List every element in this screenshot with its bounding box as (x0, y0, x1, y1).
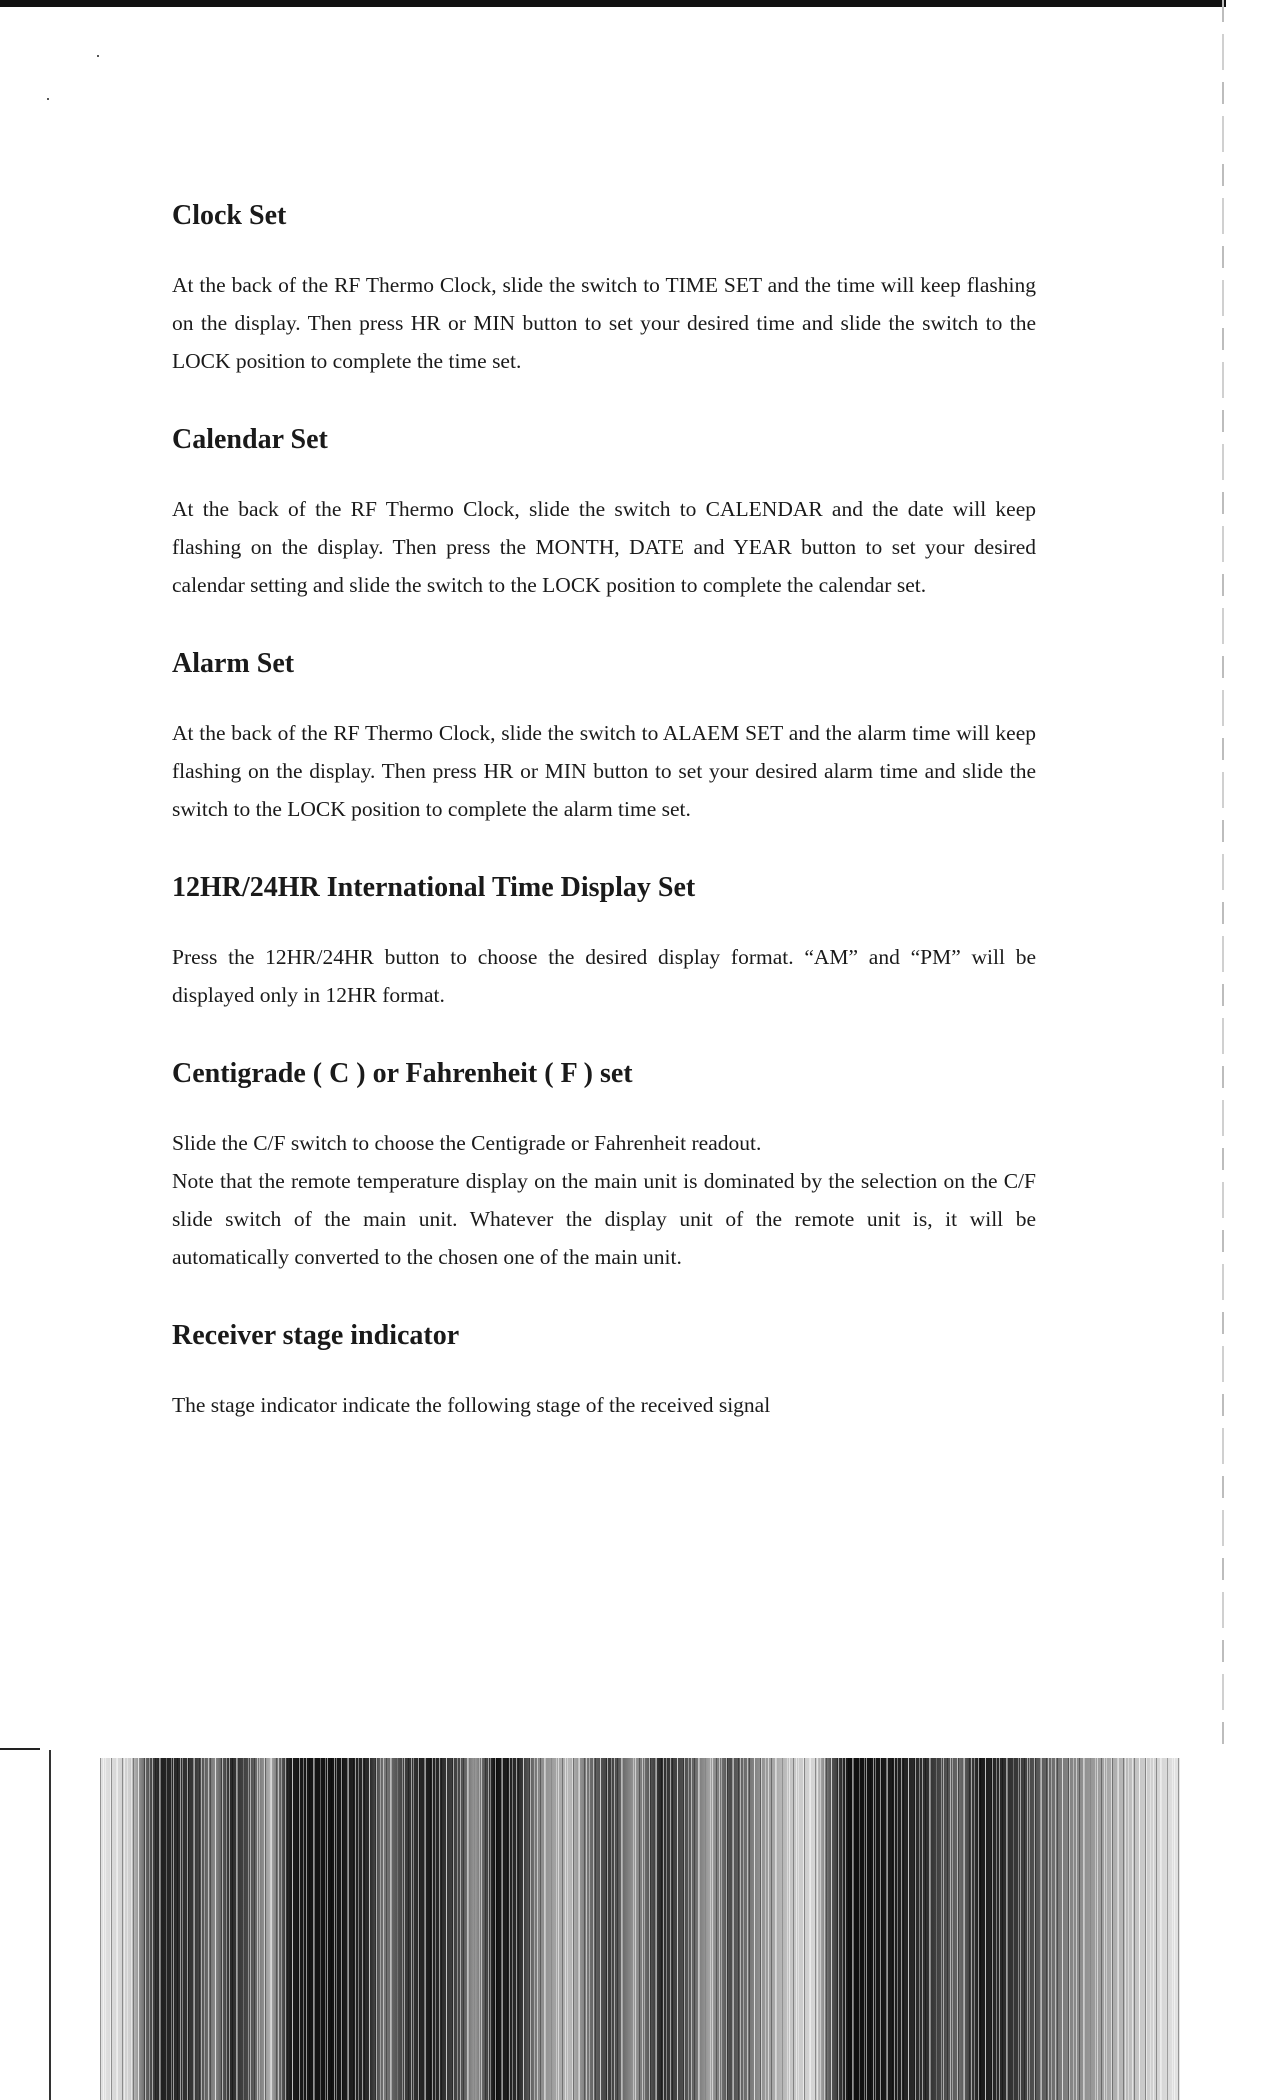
section-paragraph: Slide the C/F switch to choose the Centigrade or Fahrenheit readout. (172, 1131, 762, 1155)
section-heading: Clock Set (172, 200, 287, 231)
section-receiver-stage-indicator (172, 1316, 1036, 1424)
section-time-display-set (172, 868, 1036, 1014)
scan-left-mark (0, 1748, 40, 1750)
section-calendar-set (172, 420, 1036, 604)
section-temperature-unit-set (172, 1054, 1036, 1276)
scan-left-line (49, 1750, 51, 2100)
section-paragraph: The stage indicator indicate the following stage of the received signal (172, 1393, 771, 1417)
section-paragraph: At the back of the RF Thermo Clock, slide the switch to CALENDAR and the date will keep flashing on the display. Then press the MONTH, DATE and YEAR button to set your desired calendar setting and slide the switch to the LOCK position to complete the calendar set. (172, 497, 1036, 597)
section-clock-set (172, 196, 1036, 380)
top-border-rule (0, 0, 1226, 7)
section-heading: Centigrade ( C ) or Fahrenheit ( F ) set (172, 1058, 633, 1089)
section-alarm-set (172, 644, 1036, 828)
section-paragraph: Note that the remote temperature display on the main unit is dominated by the selection on the C/F slide switch of the main unit. Whatever the display unit of the remote unit is, it will be automatically converted to the chosen one of the main unit. (172, 1169, 1036, 1269)
section-paragraph: At the back of the RF Thermo Clock, slide the switch to ALAEM SET and the alarm time will keep flashing on the display. Then press HR or MIN button to set your desired alarm time and slide the switch to the LOCK position to complete the alarm time set. (172, 721, 1036, 821)
document-body (172, 196, 1036, 1464)
section-paragraph: Press the 12HR/24HR button to choose the desired display format. “AM” and “PM” will be displayed only in 12HR format. (172, 945, 1036, 1007)
scan-right-edge (1222, 0, 1224, 1750)
section-paragraph: At the back of the RF Thermo Clock, slide the switch to TIME SET and the time will keep flashing on the display. Then press HR or MIN button to set your desired time and slide the switch to the LOCK position to complete the time set. (172, 273, 1036, 373)
section-heading: Calendar Set (172, 424, 328, 455)
section-heading: 12HR/24HR International Time Display Set (172, 872, 696, 903)
scan-speck (47, 98, 49, 100)
section-heading: Receiver stage indicator (172, 1320, 460, 1351)
scan-speck (97, 55, 99, 57)
section-heading: Alarm Set (172, 648, 295, 679)
scan-noise-band (100, 1758, 1180, 2100)
